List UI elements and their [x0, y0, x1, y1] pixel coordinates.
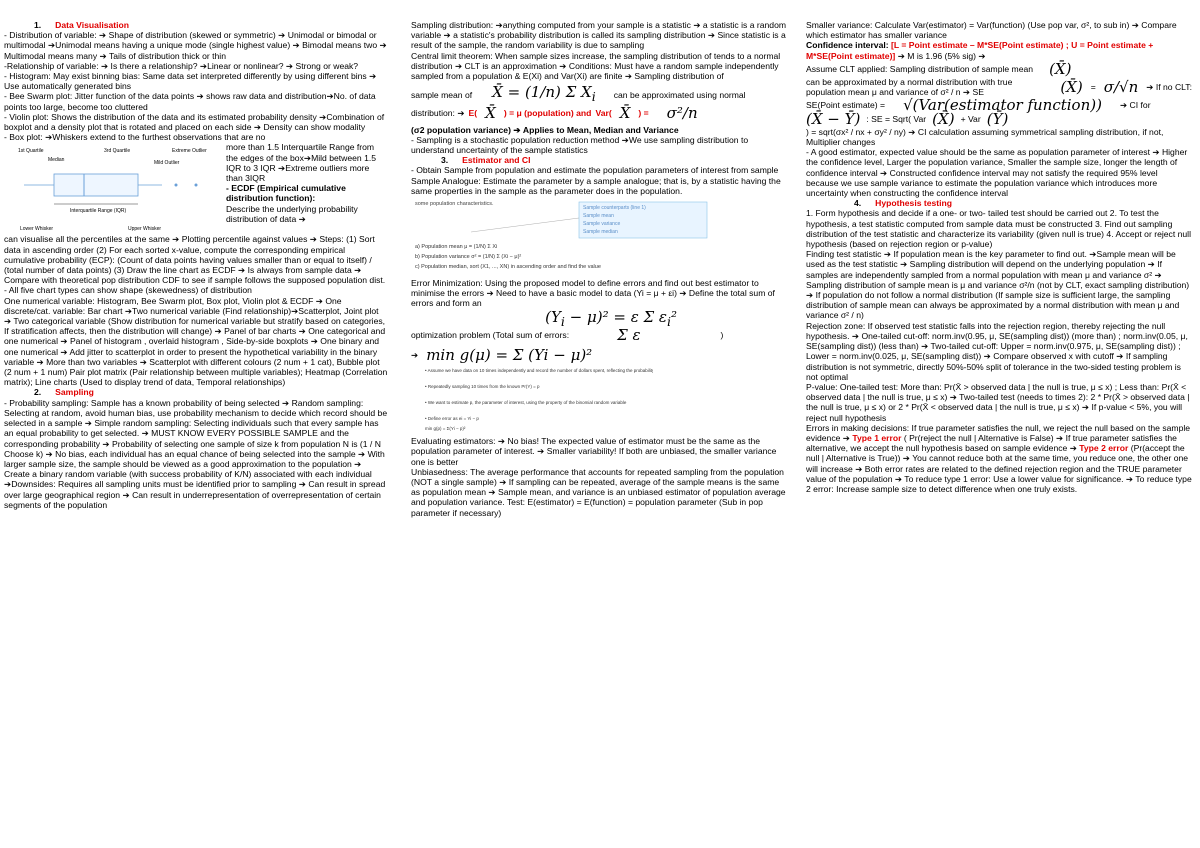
formula-total-errors: $(Y_i - \mu)^2 = \varepsilon$ Σ $\varepsilon_i^2$	[545, 307, 677, 329]
ecdf-right-text: Describe the underlying probability distribution of data ➔	[226, 203, 358, 224]
formula-sample-mean: sample mean of X̄ = (1/n) Σ $X_i$ can be approximated using normal	[411, 83, 746, 105]
paragraph-p-value: P-value: One-tailed test: More than: Pr(X̄ > observed data | the null is true, μ ≤ x) ; Less than: Pr(X̄ < observed data | the null is true, μ ≤ x) ➔ Two-tailed test (needs to times 2): 2 * Pr(X̄ > observed data | the null is true, μ ≤ x) or 2 * Pr(X̄ < observed data | the null is true, μ ≤ x) ➔ If p-value < 5%, you will reject null hypothesis	[806, 381, 1190, 423]
paragraph-violin: - Violin plot: Shows the distribution of the data and its estimated probability density ➔Combination of boxplot and a density plot that is rotated and placed on each side ➔ Density can show modality	[4, 111, 385, 133]
paragraph-form-hypothesis: 1. Form hypothesis and decide if a one- or two- tailed test should be carried out 2. To test the hypothesis, a test statistic computed from sample data must be constructed 3. Find out sampling distribution of the test statistic and characterize its variability (given null is true) 4. Accept or reject null hypothesis (based on rejection region or p-value)	[806, 208, 1191, 250]
paragraph-stochastic: - Sampling is a stochastic population reduction method ➔We use sampling distribution to understand uncertainty of the sample statistics	[411, 134, 749, 156]
formula-se: can be approximated by a normal distribution with true population mean μ and variance of σ² / n ➔ SE (X̄) = σ/√n ➔ If no CLT:	[806, 77, 1192, 98]
mild-outlier-point	[175, 184, 178, 187]
label-upper-whisker: Upper Whisker	[128, 226, 162, 233]
label-lower-whisker: Lower Whisker	[20, 226, 54, 233]
section-heading-3: 3. Estimator and CI	[441, 155, 531, 166]
pop-line-a: a) Population mean μ = (1/N) Σ Xi	[415, 244, 498, 251]
paragraph-rejection-zone: Rejection zone: If observed test statistic falls into the rejection region, thereby rejecting the null hypothesis. ➔ One-tailed cut-off: norm.inv(0.95, μ, SE(sampling dist)) (more than) ; norm.inv(0.05, μ, SE(sampling dist)) (less than) ➔ Two-tailed cut-off: Upper = norm.inv(0.975, μ, SE(sampling dist)) ; Lower = norm.inv(0.025, μ, SE(sampling dist)) ➔ Compare observed x with cutoff ➔ If sampling distribution is not symmetric, directly 50%-50% split of tolerance in the two-sided testing problem is not optimal	[806, 320, 1188, 382]
paragraph-bee-swarm: - Bee Swarm plot: Jitter function of the data points ➔ shows raw data and distribution➔No. of data points too large, become too cluttered	[4, 91, 376, 112]
paragraph-relationship: -Relationship of variable: ➔ Is there a relationship? ➔Linear or nonlinear? ➔ Strong or weak?	[4, 60, 359, 71]
box-rect	[54, 174, 138, 196]
img-note: some population characteristics.	[415, 201, 494, 208]
paragraph-boxplot: - Box plot: ➔Whiskers extend to the furthest observations that are no	[4, 132, 266, 143]
label-iqr: Interquartile Range (IQR)	[70, 208, 127, 215]
paragraph-variable-types: One numerical variable: Histogram, Bee Swarm plot, Box plot, Violin plot & ECDF ➔ One discrete/cat. variable: Bar chart ➔Two numerical variable (Find relationship)➔Scatterplot, Joint plot ➔ Two categorical variable (Show distribution for numerical variable but stratify based on categories, If stratification affects, then the distribution will change) ➔ Panel of bar charts ➔ One categorical and one numerical ➔ Panel of histogram , overlaid histogram , Side-by-side boxplots ➔ One binary and one numerical ➔ Add jitter to scatterplot in order to present the hypothetical variability in the binary variable ➔ More than two variables ➔ Scatterplot with different colours (2 num + 1 cat), Bubble plot (2 num + 1 num) Pair plot matrix (Pair relationship between multiple variables); Heatmap (Correlation matrix); Line charts (Used to display trend of data, Temporal relationships)	[4, 295, 388, 388]
paragraph-sampling-distribution: Sampling distribution: ➔anything computed from your sample is a statistic ➔ a statistic is a random variable ➔ a statistic's probability distribution is called its sampling distribution ➔ Since statistic is a result of the sample, the random variability is due to sampling	[411, 20, 787, 51]
sample-box-line-1: Sample counterparts (line 1)	[583, 205, 646, 212]
paragraph-ecdf: can visualise all the percentiles at the same ➔ Plotting percentile against values ➔ Steps: (1) Sort data in ascending order (2) For each sorted x-value, compute the corresponding empirical cumulative probability (ECP): (Count of data points having values smaller than or equal to itself) / (total number of data points) (3) Draw the line chart as ECDF ➔ Is always from sample data ➔ Compare with theoretical pop distribution CDF to see if sample follows the supposed population dist.	[4, 234, 386, 286]
paragraph-smaller-variance: Smaller variance: Calculate Var(estimator) = Var(function) (Use pop var, σ², to sub in) ➔ Compare which estimator has smaller variance	[806, 20, 1177, 41]
label-q1: 1st Quartile	[18, 148, 44, 155]
paragraph-se-sqrt: ) = sqrt(σx² / nx + σy² / ny) ➔ CI calculation assuming symmetrical sampling distribution, if not, Multiplier changes	[806, 126, 1164, 148]
label-mild: Mild Outlier	[154, 160, 180, 167]
boxplot-figure-row	[4, 142, 388, 234]
paragraph-good-estimator: - A good estimator, expected value should be the same as population parameter of interest ➔ Higher the confidence level, Larger the population variance, Smaller the sample size, longer the length of confidence interval ➔ Constructed confidence interval may not satisfy the required 95% level because we use sample variance to estimate the population variance which introduces more uncertainty when constructing the confidence interval	[806, 147, 1188, 199]
extreme-outlier-point	[195, 184, 198, 187]
paragraph-errors: Errors in making decisions: If true parameter satisfies the null, we reject the null based on the sample evidence ➔ Type 1 error ( Pr(reject the null | Alternative is False) ➔ If true parameter satisfies the alternative, we accept the null hypothesis based on sample evidence ➔ Type 2 error (Pr(accept the null | Alternative is True)) ➔ You cannot reduce both at the same time, you reduce one, the other one will increase ➔ Both error rates are related to the defined rejection region and the TRUE parameter value of the population ➔ To reduce type 1 error: Use a lower value for significance. ➔ To reduce type 2 error: Increase sample size to detect difference when one truly exists.	[806, 422, 1192, 494]
paragraph-histogram: - Histogram: May exist binning bias: Same data set interpreted differently by using different bins ➔ Use automatically generated bins	[4, 71, 377, 92]
note-1: • Assume we have data on 10 times independently and record the number of dollars spent, reflecting the probability of heads	[425, 368, 653, 374]
label-extreme: Extreme Outlier	[172, 148, 207, 155]
boxplot-side-text	[226, 142, 388, 234]
column-1	[4, 20, 388, 510]
column-2	[411, 20, 787, 518]
paragraph-finding-test-statistic: Finding test statistic ➔ If population mean is the key parameter to find out. ➔Sample mean will be used as the test statistic ➔ Sampling distribution will depend on the underlying population ➔ If samples are independently sampled from a normal population with mean μ and variance σ² ➔ Sampling distribution of sample mean is μ and variance σ²/n (not by CLT, exact sampling distribution) ➔ If population do not follow a normal distribution (If sample size is sufficient large, the sampling distribution of sample mean can always be approximated by a normal distribution with mean μ and variance σ² / n)	[806, 249, 1190, 321]
paragraph-five-charts: - All five chart types can show shape (skewedness) of distribution	[4, 285, 252, 296]
sample-box-line-4: Sample median	[583, 229, 618, 236]
formula-ci-diff: (X̄ − Ȳ) : SE = Sqrt( Var (X̄) + Var (Ȳ)	[806, 109, 1009, 128]
note-5: min g(p) = Σ(Yi − p)²	[425, 426, 466, 432]
section-heading-1: 1. Data Visualisation	[34, 20, 130, 30]
coin-example-image	[423, 364, 653, 434]
ecdf-title: - ECDF (Empirical cumulative distribution function):	[226, 183, 346, 204]
formula-se-point: SE(Point estimate) = √(Var(estimator function)) ➔ CI for	[806, 96, 1151, 115]
paragraph-evaluating: Evaluating estimators: ➔ No bias! The expected value of estimator must be the same as the population parameter of interest. ➔ Smaller variability! If both are unbiased, the smaller variance one is better	[411, 436, 777, 467]
formula-optimization: optimization problem (Total sum of errors: Σ ε )	[411, 325, 724, 344]
pop-line-b: b) Population variance σ² = (1/N) Σ (Xi − μ)²	[415, 254, 522, 261]
section-heading-2: 2. Sampling	[34, 387, 94, 398]
formula-min: ➔ min g(μ) = Σ (Yi − μ)²	[411, 346, 593, 365]
paragraph-distribution: - Distribution of variable: ➔ Shape of distribution (skewed or symmetric) ➔ Unimodal or bimodal or multimodal ➔Unimodal means having a unique mode (single highest value) ➔ Bimodal means two ➔ Multimodal means many ➔ Tails of distribution thick or thin	[4, 30, 387, 61]
formula-distribution: distribution: ➔ E( X̄ ) = μ (population) and Var( X̄ ) = σ²/n	[411, 104, 698, 123]
note-3: • We want to estimate p, the parameter of interest, using the property of the binomial random variable	[425, 400, 627, 406]
sample-mean-formula: X̄ = (1/n) Σ $X_i$	[492, 83, 596, 105]
paragraph-applies: (σ2 population variance) ➔ Applies to Mean, Median and Variance	[411, 124, 679, 135]
paragraph-clt: Central limit theorem: When sample sizes increase, the sampling distribution of tends to a normal distribution ➔ CLT is an approximation ➔ Conditions: Must have a random sample independently sampled from a population & E(Xi) and Var(Xi) are finite ➔ Sampling distribution of	[411, 50, 781, 82]
box-right-text: more than 1.5 Interquartile Range from the edges of the box➔Mild between 1.5 IQR to 3 IQR ➔Extreme outliers more than 3IQR	[226, 142, 377, 184]
paragraph-confidence-interval: Confidence interval: [L = Point estimate – M*SE(Point estimate) ; U = Point estimate + M*SE(Point estimate)] ➔ M is 1.96 (5% sig) ➔	[806, 40, 1154, 61]
note-4: • Define error as ei = Yi − p	[425, 416, 479, 422]
paragraph-sampling: - Probability sampling: Sample has a known probability of being selected ➔ Random sampling: Selecting at random, avoid human bias, use probability mechanism to decide which record should be selected in a sample ➔ Simple random sampling: Selecting individuals such that every sample has an equal probability to get selected. ➔ MUST KNOW EVERY POSSIBLE SAMPLE and the corresponding probability ➔ Probability of selecting one sample of size k from population N is (1 / N Choose k) ➔ No bias, each individual has an equal chance of being selected into the sample ➔ With larger sample size, the sample should be viewed as a good approximation to the population ➔ Create a binary random variable (with success probability of K/N) associated with each individual ➔Downsides: Requires all sampling units must be identified prior to sampling ➔ Can result in spread over large geographical region ➔ Can result in underrepresentation of overrepresentation of certain segments of the population	[4, 397, 388, 510]
pop-line-c: c) Population median, sort (X1, ..., XN) in ascending order and find the value	[415, 264, 601, 271]
paragraph-sample-analogue: Sample Analogue: Estimate the parameter by a sample analogue; that is, by a statistic having the same properties in the sample as the parameter does in the population.	[411, 175, 781, 196]
note-2: • Repeatedly sampling 10 times from the known Pr(Y) = p	[425, 384, 540, 390]
label-q3: 3rd Quartile	[104, 148, 131, 155]
sample-box-line-3: Sample variance	[583, 221, 621, 228]
formula-assume-clt: Assume CLT applied: Sampling distribution of sample mean (X̄)	[806, 59, 1072, 78]
paragraph-error-minimization: Error Minimization: Using the proposed model to define errors and find out best estimator to minimise the errors ➔ Need to have a basic model to data (Yi = μ + εi) ➔ Define the total sum of errors and form an	[411, 278, 775, 309]
column-3	[806, 20, 1192, 494]
paragraph-unbiasedness: Unbiasedness: The average performance that accounts for repeated sampling from the population (NOT a single sample) ➔ If sampling can be repeated, average of the sample means is the same as population mean ➔ Sample mean, and variance is an unbiased estimator of population average and population variance. Test: E(estimator) = E(function) = population parameter (Sub in pop parameter if necessary)	[411, 466, 786, 518]
paragraph-obtain: - Obtain Sample from population and estimate the population parameters of interest from sample	[411, 165, 779, 176]
boxplot-diagram	[4, 142, 222, 234]
sample-analogue-image	[411, 198, 711, 276]
label-median: Median	[48, 157, 65, 164]
section-heading-4: 4. Hypothesis testing	[854, 198, 953, 209]
sample-box-line-2: Sample mean	[583, 213, 614, 220]
